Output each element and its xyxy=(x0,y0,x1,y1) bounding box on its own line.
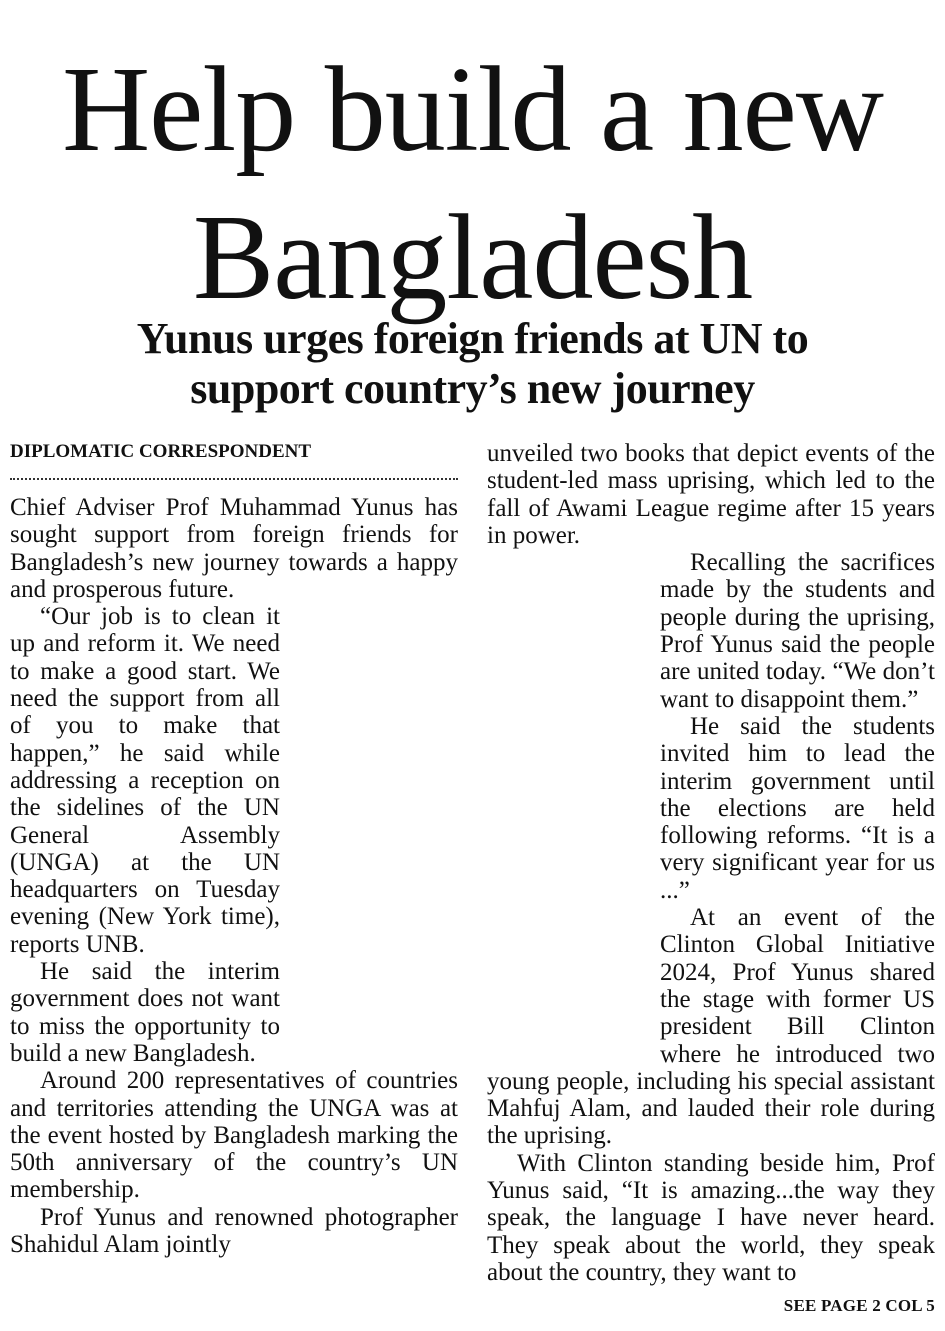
image-placeholder xyxy=(487,577,660,1042)
subheadline xyxy=(0,314,945,414)
paragraph: Chief Adviser Prof Muhammad Yunus has sought support from foreign friends for Bangladesh’s new journey towards a happy and prosperous future. xyxy=(10,494,458,603)
byline: DIPLOMATIC CORRESPONDENT xyxy=(10,441,312,462)
paragraph: At an event of the Clinton Global Initiative 2024, Prof Yunus shared the stage with former US president Bill Clinton where he introduced two young people, including his special assistant Mahfuj Alam, and lauded their role during the uprising. xyxy=(487,904,935,1150)
paragraph: “Our job is to clean it up and reform it. We need to make a good start. We need the support from all of you to make that happen,” he said while addressing a reception on the sidelines of the UN General Assembly (UNGA) at the UN headquarters on Tuesday evening (New York time), reports UNB. xyxy=(10,603,458,958)
headline-line-1: Help build a new xyxy=(62,42,883,177)
paragraph: Recalling the sacrifices made by the students and people during the uprising, Prof Yunus said the people are united today. “We don’t want to disappoint them.” xyxy=(487,549,935,713)
paragraph: unveiled two books that depict events of the student-led mass uprising, which led to the fall of Awami League regime after 15 years in power. xyxy=(487,440,935,549)
headline-line-2: Bangladesh xyxy=(192,190,753,325)
byline-divider xyxy=(10,478,458,480)
paragraph: With Clinton standing beside him, Prof Yunus said, “It is amazing...the way they speak, the language I have never heard. They speak about the world, they speak about the country, they want to xyxy=(487,1149,935,1286)
article-column-2 xyxy=(487,440,935,1286)
image-placeholder xyxy=(280,603,458,1066)
paragraph: Around 200 representatives of countries and territories attending the UNGA was at the event hosted by Bangladesh marking the 50th anniversary of the country’s UN membership. xyxy=(10,1067,458,1204)
paragraph: He said the interim government does not want to miss the opportunity to build a new Bangladesh. xyxy=(10,958,280,1067)
subheadline-line-2: support country’s new journey xyxy=(190,364,755,413)
paragraph: Prof Yunus and renowned photographer Shahidul Alam jointly xyxy=(10,1203,458,1259)
article-column-1 xyxy=(10,494,458,1258)
headline xyxy=(0,36,945,332)
jump-reference[interactable]: SEE PAGE 2 COL 5 xyxy=(783,1296,935,1315)
subheadline-line-1: Yunus urges foreign friends at UN to xyxy=(136,314,809,363)
paragraph: He said the students invited him to lead the interim government until the elections are held following reforms. “It is a very significant year for us ...” xyxy=(660,712,935,904)
